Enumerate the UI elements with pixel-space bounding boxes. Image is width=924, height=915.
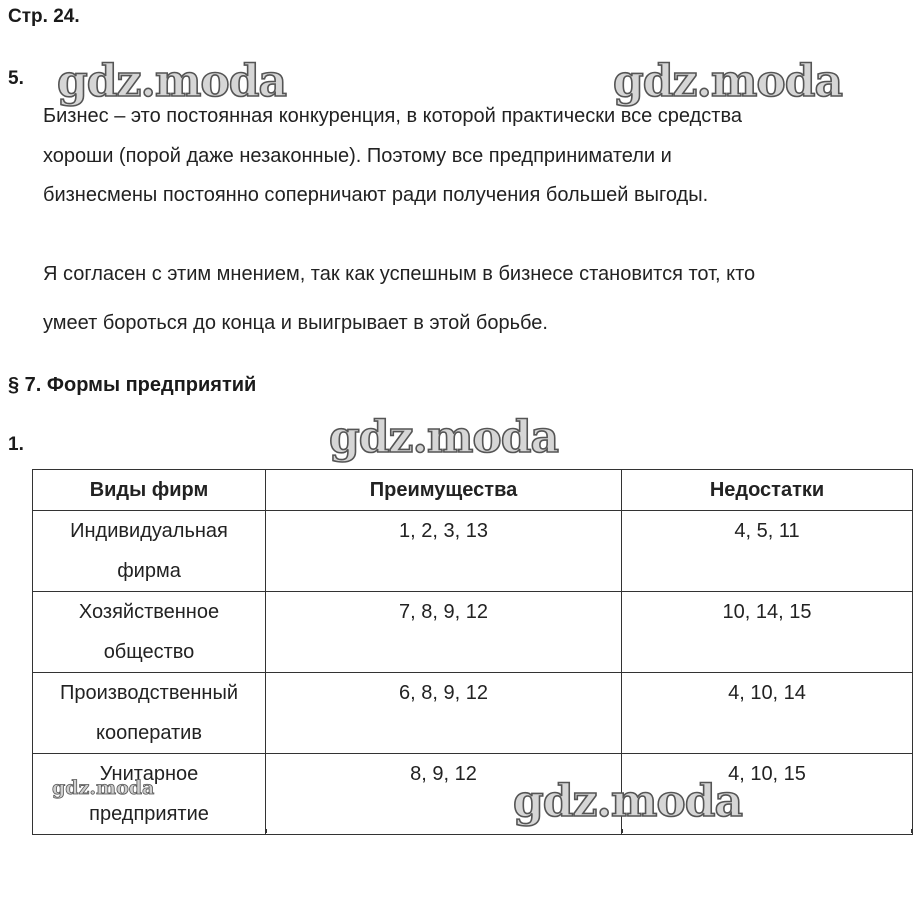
table-row — [33, 592, 913, 673]
disadvantages-cell: 4, 10, 14 — [622, 673, 913, 754]
task-5-paragraph-1-line-3: бизнесмены постоянно соперничают ради получения большей выгоды. — [43, 184, 709, 206]
watermark-logo-small: gdz.moda — [52, 777, 155, 799]
disadvantages-cell: 4, 10, 15 — [622, 754, 913, 835]
task-5-paragraph-2-line-2: умеет бороться до конца и выигрывает в этой борьбе. — [43, 312, 548, 334]
firm-type-line-1: Индивидуальная — [70, 520, 228, 542]
firm-type-line-1: Хозяйственное — [78, 601, 220, 623]
firm-type-cell — [33, 592, 266, 673]
firm-forms-table — [32, 469, 913, 835]
header-advantages: Преимущества — [266, 470, 622, 511]
table-continuation-edge-right — [911, 829, 912, 833]
disadvantages-cell: 10, 14, 15 — [622, 592, 913, 673]
advantages-cell: 7, 8, 9, 12 — [266, 592, 622, 673]
table-continuation-edge — [32, 829, 912, 833]
firm-type-cell — [33, 511, 266, 592]
task-5-paragraph-1-line-2: хороши (порой даже незаконные). Поэтому все предприниматели и — [43, 145, 672, 167]
firm-type-line-2: кооператив — [96, 722, 202, 744]
firm-type-cell — [33, 673, 266, 754]
firm-type-line-2: предприятие — [89, 803, 209, 825]
firm-type-line-2: фирма — [117, 560, 181, 582]
advantages-cell: 1, 2, 3, 13 — [266, 511, 622, 592]
disadvantages-cell: 4, 5, 11 — [622, 511, 913, 592]
advantages-cell: 6, 8, 9, 12 — [266, 673, 622, 754]
firm-type-line-1: Унитарное — [99, 763, 199, 785]
task-5-number: 5. — [8, 68, 24, 89]
firm-type-line-2: общество — [103, 641, 195, 663]
task-5-paragraph-2-line-1: Я согласен с этим мнением, так как успешным в бизнесе становится тот, кто — [43, 263, 756, 285]
page-label: Стр. 24. — [8, 6, 80, 27]
table-row — [33, 754, 913, 835]
table-row — [33, 511, 913, 592]
table-header-row — [33, 470, 913, 511]
header-firm-types: Виды фирм — [33, 470, 266, 511]
watermark-logo: gdz.moda — [613, 56, 843, 107]
table-row — [33, 673, 913, 754]
firm-type-line-1: Производственный — [59, 682, 239, 704]
watermark-logo: gdz.moda — [57, 56, 287, 107]
section-title: § 7. Формы предприятий — [8, 374, 257, 396]
advantages-cell: 8, 9, 12 — [266, 754, 622, 835]
header-disadvantages: Недостатки — [622, 470, 913, 511]
task-1-number: 1. — [8, 434, 24, 455]
watermark-logo: gdz.moda — [513, 776, 743, 827]
task-5-paragraph-1-line-1: Бизнес – это постоянная конкуренция, в которой практически все средства — [43, 105, 742, 127]
watermark-logo: gdz.moda — [329, 412, 559, 463]
